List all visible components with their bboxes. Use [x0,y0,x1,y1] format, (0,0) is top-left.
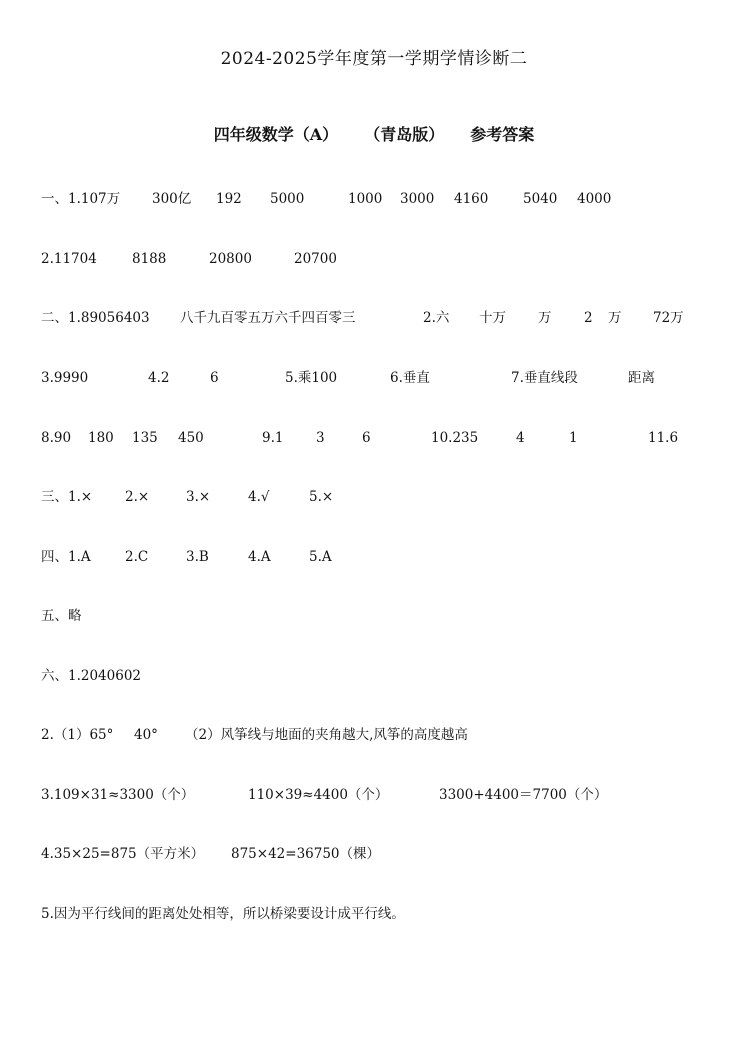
answer-cell: 5.因为平行线间的距离处处相等，所以桥梁要设计成平行线。 [41,906,405,922]
answer-cell: 3.109×31≈3300（个） [41,787,195,803]
answer-cell: 10.235 [431,430,479,446]
answer-cell: 5.A [309,549,332,565]
answer-cell: 110×39≈4400（个） [248,787,389,803]
answer-cell: 6 [362,430,371,446]
answer-cell: 2 [584,310,593,326]
answer-cell: 4.√ [248,489,270,505]
document-title: 2024-2025学年度第一学期学情诊断二 [220,49,528,69]
answer-cell: 五、略 [41,608,82,624]
answer-cell: 300亿 [152,191,192,207]
answer-cell: 9.1 [262,430,284,446]
answer-cell: 5000 [270,191,305,207]
answer-cell: 三、1.× [41,489,93,505]
answer-cell: 11.6 [648,430,679,446]
answer-cell: 4160 [454,191,489,207]
answer-cell: 1000 [348,191,383,207]
answer-cell: 1 [569,430,578,446]
answer-cell: 180 [88,430,114,446]
answer-cell: 6 [210,370,219,386]
answer-cell: 8.90 [41,430,72,446]
answer-cell: 4.A [248,549,271,565]
answer-cell: 距离 [628,370,655,386]
subtitle-edition: （青岛版） [364,125,445,144]
answer-cell: 3000 [400,191,435,207]
answer-cell: 2.C [125,549,149,565]
answer-cell: 二、1.89056403 [41,310,150,326]
answer-cell: 2.六 [423,310,450,326]
answer-cell: 4 [516,430,525,446]
answer-cell: 2.11704 [41,251,97,267]
answer-cell: 5.乘100 [285,370,338,386]
answer-cell: 3 [316,430,325,446]
answer-cell: 十万 [479,310,506,326]
answer-cell: 6.垂直 [390,370,430,386]
answer-cell: 20700 [294,251,337,267]
answer-cell: 万 [608,310,622,326]
answer-cell: 5040 [523,191,558,207]
answer-cell: 40° [134,727,158,743]
answer-cell: 8188 [132,251,167,267]
answer-cell: 一、1.107万 [41,191,121,207]
answer-cell: 八千九百零五万六千四百零三 [180,310,356,326]
answer-cell: 5.× [309,489,334,505]
answer-cell: 3.B [186,549,209,565]
subtitle-grade-subject: 四年级数学（A） [213,125,339,144]
answer-cell: （2）风筝线与地面的夹角越大,风筝的高度越高 [185,727,468,743]
answer-cell: 20800 [209,251,252,267]
answer-cell: 2.（1）65° [41,727,114,743]
document-subtitle [0,122,748,145]
subtitle-answer-key: 参考答案 [470,125,535,144]
answer-cell: 六、1.2040602 [41,668,142,684]
answer-cell: 万 [538,310,552,326]
answer-cell: 192 [216,191,242,207]
answer-cell: 72万 [653,310,684,326]
answer-cell: 2.× [125,489,150,505]
answer-cell: 四、1.A [41,549,91,565]
answer-cell: 4.35×25=875（平方米） [41,846,205,862]
answer-cell: 3.9990 [41,370,89,386]
answer-cell: 135 [132,430,158,446]
answer-cell: 3300+4400＝7700（个） [439,787,608,803]
answer-cell: 875×42=36750（棵） [231,846,381,862]
answer-cell: 3.× [186,489,211,505]
answer-cell: 450 [178,430,204,446]
answer-cell: 7.垂直线段 [511,370,578,386]
answer-cell: 4.2 [148,370,170,386]
answer-cell: 4000 [577,191,612,207]
